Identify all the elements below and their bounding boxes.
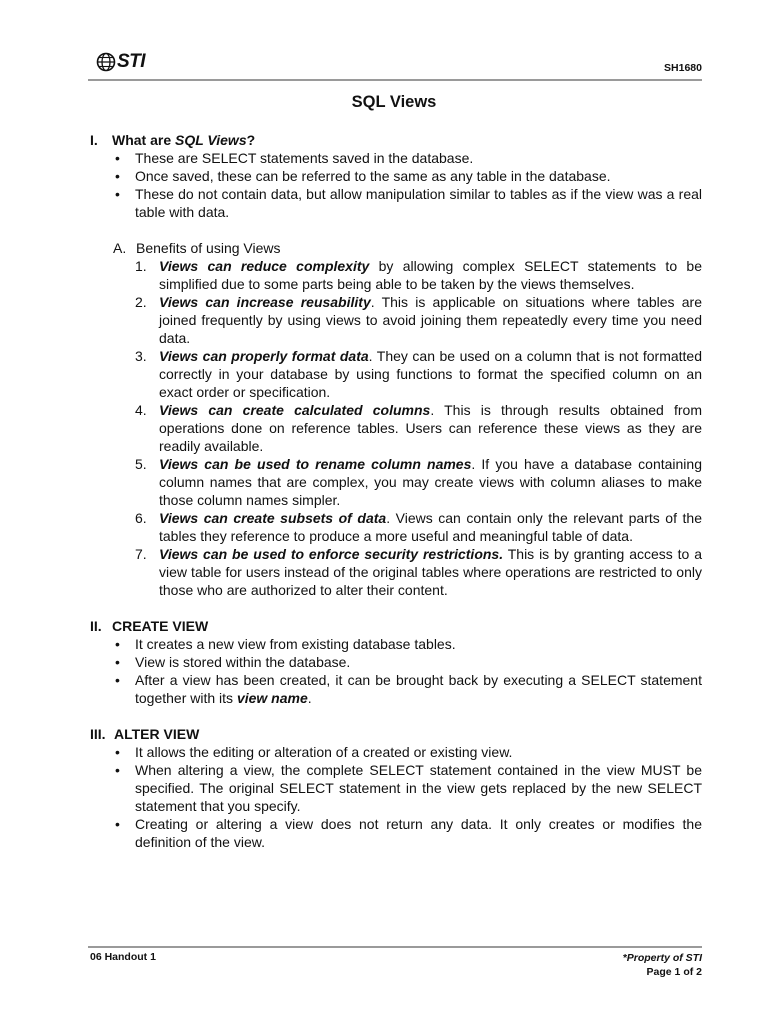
list-item: • View is stored within the database. bbox=[90, 653, 702, 671]
item-bold: Views can create calculated columns bbox=[159, 402, 431, 418]
list-item: • These are SELECT statements saved in the database. bbox=[90, 149, 702, 167]
list-item bbox=[90, 671, 702, 707]
footer-property: *Property of STI bbox=[622, 952, 702, 964]
item-text: After a view has been created, it can be brought back by executing a SELECT statement together with its bbox=[135, 672, 702, 706]
item-bold: Views can properly format data bbox=[159, 348, 369, 364]
item-text: . They can be used on a column that is not formatted correctly in your database by using functions to format the specified column on an exact order or specification. bbox=[159, 348, 702, 400]
list-item bbox=[90, 293, 702, 347]
item-bold: Views can be used to rename column names bbox=[159, 456, 472, 472]
item-text: . This is through results obtained from operations done on reference tables. Users can reference these views as they are readily available. bbox=[159, 402, 703, 454]
heading-suffix: ? bbox=[246, 132, 256, 148]
list-item: • When altering a view, the complete SELECT statement contained in the view MUST be specified. The original SELECT statement in the view gets replaced by the new SELECT statement that you specify. bbox=[90, 761, 702, 815]
subsection-label: Benefits of using Views bbox=[136, 240, 281, 256]
list-item bbox=[90, 545, 702, 599]
item-bold: Views can reduce complexity bbox=[159, 258, 370, 274]
item-bold: view name bbox=[236, 690, 308, 706]
item-suffix: . bbox=[307, 690, 312, 706]
heading-italic: SQL Views bbox=[175, 132, 247, 148]
header-divider bbox=[88, 79, 702, 81]
section-what-are-views-heading bbox=[90, 131, 702, 149]
section-alter-view-heading bbox=[90, 725, 702, 743]
section-title: ALTER VIEW bbox=[114, 726, 200, 742]
item-text: . This is applicable on situations where tables are joined frequently by using views to avoid joining them repeatedly every time you need data. bbox=[159, 294, 702, 346]
item-bold: Views can create subsets of data bbox=[159, 510, 387, 526]
item-text: . Views can contain only the relevant parts of the tables they reference to produce a more useful and meaningful table of data. bbox=[159, 510, 702, 544]
item-number: 1. bbox=[135, 258, 147, 274]
section-number: II. bbox=[90, 618, 102, 634]
section-what-are-views-list bbox=[90, 149, 702, 221]
section-alter-view-list bbox=[90, 743, 702, 851]
list-item: • These do not contain data, but allow manipulation similar to tables as if the view was a real table with data. bbox=[90, 185, 702, 221]
item-bold: Views can increase reusability bbox=[159, 294, 371, 310]
list-item bbox=[90, 509, 702, 545]
item-number: 4. bbox=[135, 402, 147, 418]
globe-icon bbox=[96, 52, 116, 72]
section-create-view-heading bbox=[90, 617, 702, 635]
logo-text: STI bbox=[117, 51, 146, 72]
list-item bbox=[90, 257, 702, 293]
list-item bbox=[90, 401, 702, 455]
section-title: CREATE VIEW bbox=[112, 618, 209, 634]
item-text: by allowing complex SELECT statements to be simplified due to some parts being able to be taken by the views themselves. bbox=[159, 258, 702, 292]
footer-handout-label: 06 Handout 1 bbox=[90, 951, 156, 963]
page-title: SQL Views bbox=[351, 93, 437, 111]
item-number: 5. bbox=[135, 456, 147, 472]
footer-page-number: Page 1 of 2 bbox=[646, 966, 702, 978]
item-number: 7. bbox=[135, 546, 147, 562]
list-item: • It allows the editing or alteration of a created or existing view. bbox=[90, 743, 702, 761]
list-item bbox=[90, 347, 702, 401]
item-text: This is by granting access to a view table for users instead of the original tables where operations are restricted to only those who are authorized to alter their content. bbox=[159, 546, 703, 598]
list-item bbox=[90, 455, 702, 509]
section-number: III. bbox=[90, 726, 106, 742]
list-item: • Once saved, these can be referred to the same as any table in the database. bbox=[90, 167, 702, 185]
document-body bbox=[90, 131, 702, 851]
section-number: I. bbox=[90, 132, 98, 148]
item-number: 2. bbox=[135, 294, 147, 310]
footer-right bbox=[623, 951, 702, 979]
document-id: SH1680 bbox=[664, 62, 702, 74]
item-number: 3. bbox=[135, 348, 147, 364]
benefits-list bbox=[90, 257, 702, 599]
list-item: • It creates a new view from existing database tables. bbox=[90, 635, 702, 653]
sti-logo bbox=[96, 48, 145, 76]
benefits-heading bbox=[90, 239, 702, 257]
item-text: . If you have a database containing column names that are complex, you may create views with column aliases to make those column names simpler. bbox=[159, 456, 702, 508]
heading-prefix: What are bbox=[112, 132, 176, 148]
section-create-view-list bbox=[90, 635, 702, 707]
footer-divider bbox=[88, 946, 702, 948]
item-number: 6. bbox=[135, 510, 147, 526]
subsection-number: A. bbox=[113, 240, 127, 256]
item-bold: Views can be used to enforce security restrictions. bbox=[159, 546, 504, 562]
list-item: • Creating or altering a view does not return any data. It only creates or modifies the definition of the view. bbox=[90, 815, 702, 851]
